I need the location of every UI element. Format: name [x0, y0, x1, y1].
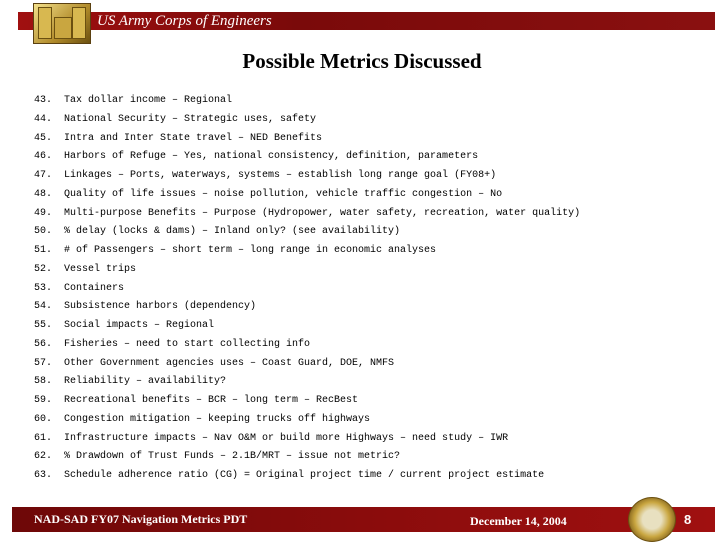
item-text: National Security – Strategic uses, safety [64, 113, 317, 125]
list-item [34, 282, 580, 301]
item-number: 45. [34, 132, 53, 144]
list-item [34, 394, 580, 413]
list-item [34, 319, 580, 338]
item-number: 52. [34, 263, 53, 275]
item-number: 43. [34, 95, 53, 106]
item-text: Linkages – Ports, waterways, systems – establish long range goal (FY08+) [64, 170, 497, 181]
item-text: % delay (locks & dams) – Inland only? (see availability) [64, 226, 401, 238]
item-number: 53. [34, 282, 53, 294]
item-text: Congestion mitigation – keeping trucks off highways [64, 413, 371, 425]
item-number: 51. [34, 245, 53, 256]
list-item [34, 300, 580, 319]
item-number: 49. [34, 207, 53, 219]
item-number: 61. [34, 432, 53, 444]
footer-label: NAD-SAD FY07 Navigation Metrics PDT [34, 512, 248, 526]
list-item [34, 113, 580, 132]
item-number: 44. [34, 113, 53, 125]
list-item [34, 450, 580, 469]
list-item [34, 375, 580, 394]
item-number: 48. [34, 188, 53, 200]
list-item [34, 188, 580, 207]
item-text: Multi-purpose Benefits – Purpose (Hydropower, water safety, recreation, water quality) [64, 207, 581, 219]
list-item [34, 207, 580, 226]
item-text: Quality of life issues – noise pollution, vehicle traffic congestion – No [64, 188, 503, 200]
item-number: 63. [34, 470, 53, 481]
item-text: Other Government agencies uses – Coast Guard, DOE, NMFS [64, 357, 395, 369]
list-item [34, 94, 580, 113]
item-number: 57. [34, 357, 53, 369]
item-text: Subsistence harbors (dependency) [64, 301, 257, 313]
org-name: US Army Corps of Engineers [97, 13, 272, 29]
item-number: 50. [34, 226, 53, 238]
item-text: Fisheries – need to start collecting info [64, 338, 311, 350]
item-text: # of Passengers – short term – long range in economic analyses [64, 245, 437, 256]
item-number: 59. [34, 395, 53, 406]
footer-date: December 14, 2004 [470, 514, 567, 528]
item-number: 62. [34, 451, 53, 463]
list-item [34, 413, 580, 432]
item-text: Containers [64, 282, 125, 294]
castle-logo-icon [33, 3, 91, 44]
slide-title: Possible Metrics Discussed [242, 49, 482, 73]
list-item [34, 357, 580, 376]
list-item [34, 225, 580, 244]
item-number: 46. [34, 151, 53, 163]
list-item [34, 432, 580, 451]
page-number: 8 [684, 512, 692, 527]
list-item [34, 169, 580, 188]
item-text: Reliability – availability? [64, 376, 227, 388]
item-text: Infrastructure impacts – Nav O&M or build more Highways – need study – IWR [64, 432, 509, 444]
item-text: Recreational benefits – BCR – long term – RecBest [64, 395, 359, 406]
item-text: Social impacts – Regional [64, 320, 215, 331]
army-seal-icon [628, 497, 676, 542]
item-number: 60. [34, 413, 53, 425]
list-item [34, 150, 580, 169]
item-text: Vessel trips [64, 263, 137, 275]
list-item [34, 469, 580, 488]
item-number: 47. [34, 170, 53, 181]
list-item [34, 132, 580, 151]
item-number: 55. [34, 320, 53, 331]
metrics-list [34, 94, 580, 488]
list-item [34, 244, 580, 263]
item-number: 56. [34, 338, 53, 350]
list-item [34, 263, 580, 282]
item-text: Schedule adherence ratio (CG) = Original project time / current project estimate [64, 470, 545, 481]
item-text: Intra and Inter State travel – NED Benefits [64, 132, 323, 144]
item-text: % Drawdown of Trust Funds – 2.1B/MRT – issue not metric? [64, 451, 401, 463]
list-item [34, 338, 580, 357]
item-text: Tax dollar income – Regional [64, 95, 233, 106]
item-number: 58. [34, 376, 53, 388]
item-text: Harbors of Refuge – Yes, national consistency, definition, parameters [64, 151, 479, 163]
item-number: 54. [34, 301, 53, 313]
